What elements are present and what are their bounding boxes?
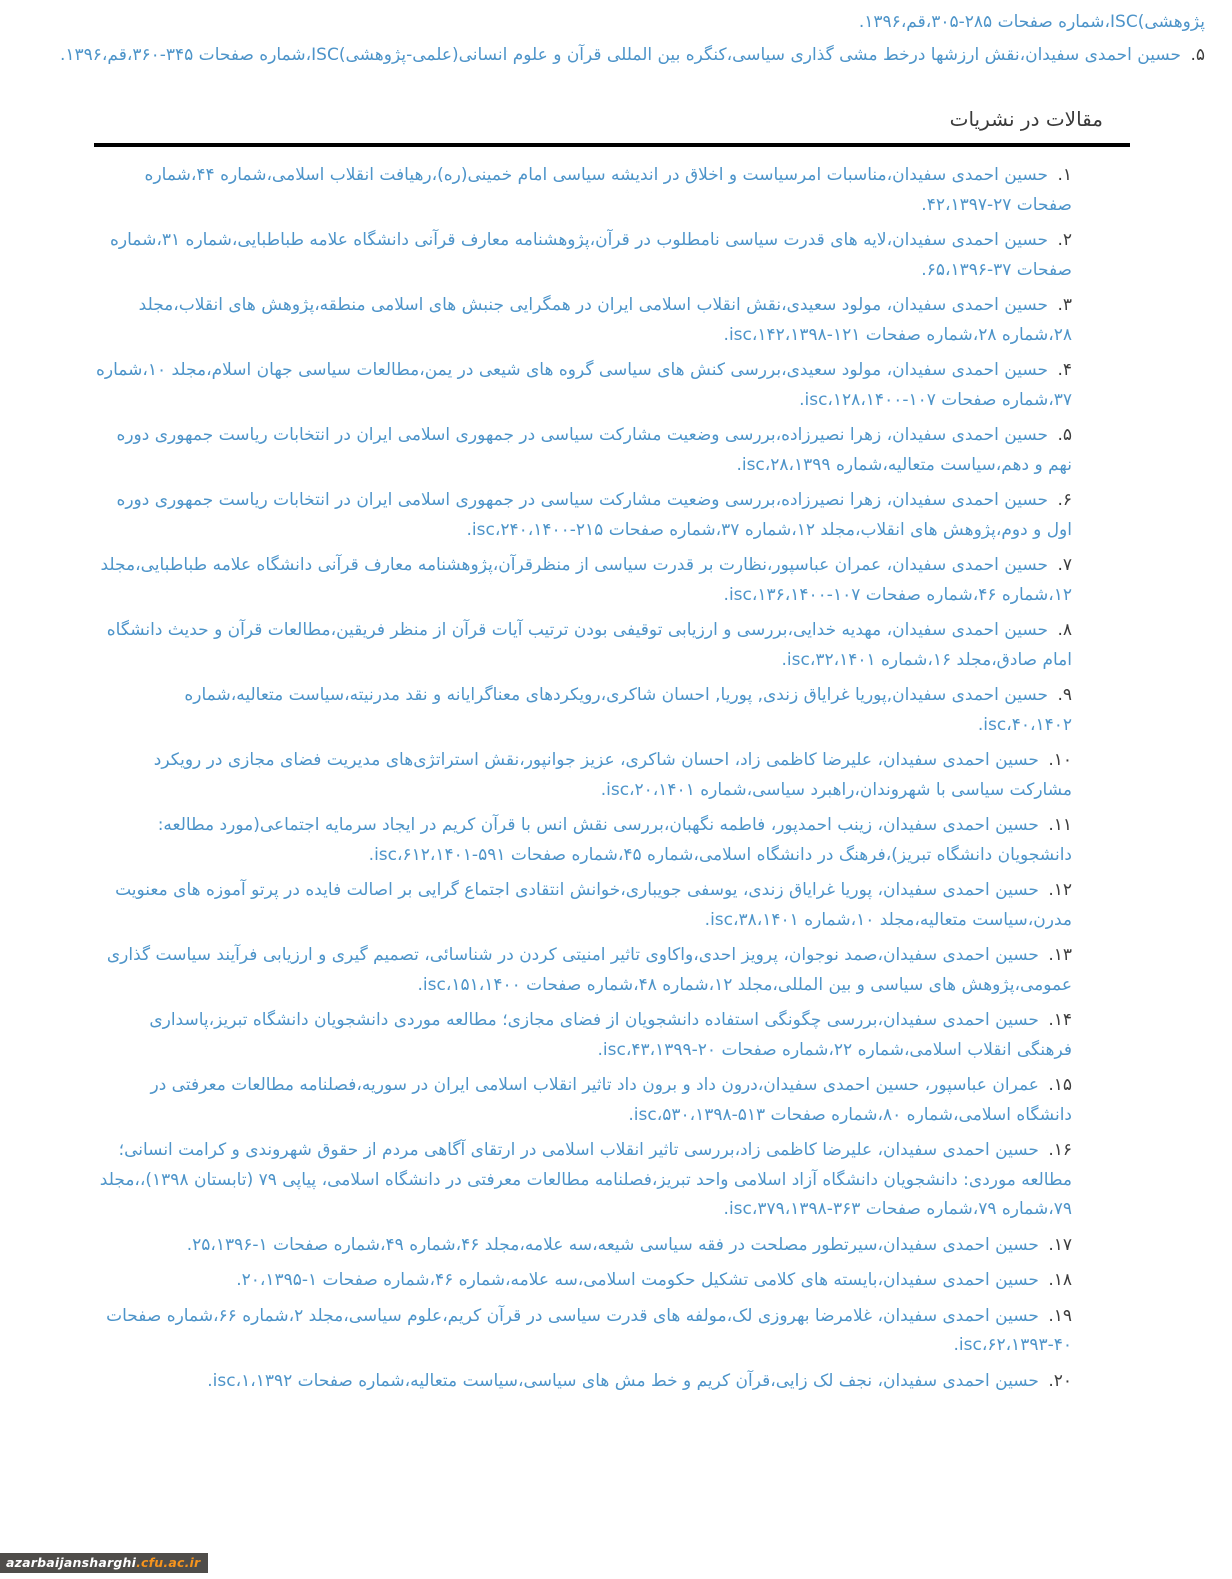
publication-text: حسین احمدی سفیدان،لایه های قدرت سیاسی نامطلوب در قرآن،پژوهشنامه معارف قرآنی دانشگاه علامه طباطبایی،شماره ۳۱،شماره صفحات ۳۷-۶۵،۱۳۹۶. — [110, 230, 1072, 280]
publication-text: حسین احمدی سفیدان، مهدیه خدایی،بررسی و ارزیابی توقیفی بودن ترتیب آیات قرآن از منظر فریقین،مطالعات قرآن و حدیث دانشگاه امام صادق،مجلد ۱۶،شماره ۳۲،۱۴۰۱،isc. — [106, 620, 1072, 670]
watermark-site-name: azarbaijansharghi — [6, 1555, 137, 1570]
section-divider — [94, 143, 1130, 147]
publication-item — [94, 486, 1072, 545]
publication-text: حسین احمدی سفیدان، عمران عباسپور،نظارت بر قدرت سیاسی از منظرقرآن،پژوهشنامه معارف قرآنی دانشگاه علامه طباطبایی،مجلد ۱۲،شماره ۴۶،شماره صفحات ۱۰۷-۱۳۶،۱۴۰۰،isc. — [100, 555, 1072, 605]
publication-item — [94, 876, 1072, 935]
publication-number: ۹. — [1057, 685, 1072, 705]
publication-number: ۵. — [1057, 425, 1072, 445]
publication-item — [94, 1302, 1072, 1361]
publication-text: حسین احمدی سفیدان,پوریا غرایاق زندی, پوریا, احسان شاکری،رویکردهای معناگرایانه و نقد مدرنیته،سیاست متعالیه،شماره ۴۰،۱۴۰۲،isc. — [184, 685, 1072, 735]
publications-list — [94, 161, 1072, 1396]
publication-text: حسین احمدی سفیدان، زهرا نصیرزاده،بررسی وضعیت مشارکت سیاسی در جمهوری اسلامی ایران در انتخابات ریاست جمهوری دوره اول و دوم،پژوهش های انقلاب،مجلد ۱۲،شماره ۳۷،شماره صفحات ۲۱۵-۲۴۰،۱۴۰۰،isc. — [116, 490, 1072, 540]
publication-text: حسین احمدی سفیدان، زینب احمدپور، فاطمه نگهبان،بررسی نقش انس با قرآن کریم در ایجاد سرمایه اجتماعی(مورد مطالعه: دانشجویان دانشگاه تبریز)،فرهنگ در دانشگاه اسلامی،شماره ۴۵،شماره صفحات ۵۹۱-۶۱۲،۱۴۰۱،isc. — [157, 815, 1072, 865]
publication-text: حسین احمدی سفیدان، غلامرضا بهروزی لک،مولفه های قدرت سیاسی در قرآن کریم،علوم سیاسی،مجلد ۲،شماره ۶۶،شماره صفحات ۴۰-۶۲،۱۳۹۳،isc. — [106, 1305, 1072, 1355]
publication-item — [94, 1136, 1072, 1225]
publication-item — [94, 811, 1072, 870]
publication-number: ۲. — [1057, 230, 1072, 250]
publication-item — [94, 1266, 1072, 1296]
publication-number: ۲۰. — [1048, 1370, 1072, 1391]
publication-number: ۱. — [1057, 165, 1072, 185]
publication-text: حسین احمدی سفیدان، علیرضا کاظمی زاد، احسان شاکری، عزیز جوانپور،نقش استراتژی‌های مدیریت فضای مجازی در رویکرد مشارکت سیاسی با شهروندان،راهبرد سیاسی،شماره ۲۰،۱۴۰۱،isc. — [153, 750, 1072, 800]
publication-item — [94, 746, 1072, 805]
publication-item — [94, 421, 1072, 480]
publication-text: حسین احمدی سفیدان، مولود سعیدی،بررسی کنش های سیاسی گروه های شیعی در یمن،مطالعات سیاسی جهان اسلام،مجلد ۱۰،شماره ۳۷،شماره صفحات ۱۰۷-۱۲۸،۱۴۰۰،isc. — [95, 360, 1072, 410]
publication-item — [94, 1231, 1072, 1261]
publication-text: حسین احمدی سفیدان،بایسته های کلامی تشکیل حکومت اسلامی،سه علامه،شماره ۴۶،شماره صفحات ۱-۲۰،۱۳۹۵. — [236, 1270, 1039, 1290]
publication-number: ۱۶. — [1048, 1140, 1072, 1160]
publication-number: ۱۵. — [1048, 1075, 1072, 1095]
publication-text: حسین احمدی سفیدان، زهرا نصیرزاده،بررسی وضعیت مشارکت سیاسی در جمهوری اسلامی ایران در انتخابات ریاست جمهوری دوره نهم و دهم،سیاست متعالیه،شماره ۲۸،۱۳۹۹،isc. — [116, 425, 1072, 475]
publication-text: حسین احمدی سفیدان،سیرتطور مصلحت در فقه سیاسی شیعه،سه علامه،مجلد ۴۶،شماره ۴۹،شماره صفحات ۱-۲۵،۱۳۹۶. — [186, 1234, 1039, 1255]
publication-item — [94, 291, 1072, 350]
publication-item — [94, 226, 1072, 285]
publication-item — [94, 551, 1072, 610]
publication-text: حسین احمدی سفیدان، مولود سعیدی،نقش انقلاب اسلامی ایران در همگرایی جنبش های اسلامی منطقه،پژوهش های انقلاب،مجلد ۲۸،شماره ۲۸،شماره صفحات ۱۲۱-۱۴۲،۱۳۹۸،isc. — [138, 295, 1072, 345]
publication-number: ۶. — [1057, 490, 1072, 510]
site-watermark — [0, 1553, 208, 1573]
previous-item-text: حسین احمدی سفیدان،نقش ارزشها درخط مشی گذاری سیاسی،کنگره بین المللی قرآن و علوم انسانی(علمی-پژوهشی)ISC،شماره صفحات ۳۴۵-۳۶۰،قم،۱۳۹۶. — [59, 45, 1182, 65]
publication-number: ۴. — [1057, 360, 1072, 380]
previous-item-number: ۵. — [1190, 45, 1205, 65]
publication-item — [94, 941, 1072, 1000]
previous-item — [28, 39, 1205, 72]
publication-number: ۱۴. — [1048, 1010, 1072, 1030]
section-heading: مقالات در نشریات — [949, 107, 1103, 131]
publication-number: ۱۰. — [1048, 750, 1072, 770]
publication-item — [94, 616, 1072, 675]
publication-item — [94, 356, 1072, 415]
publication-number: ۷. — [1057, 555, 1072, 575]
publication-number: ۱۷. — [1048, 1234, 1072, 1255]
publication-number: ۸. — [1057, 620, 1072, 640]
publication-item — [94, 1071, 1072, 1130]
publication-text: حسین احمدی سفیدان، نجف لک زایی،قرآن کریم و خط مش های سیاسی،سیاست متعالیه،شماره صفحات ۱،۱۳۹۲،isc. — [207, 1370, 1039, 1391]
publication-number: ۱۳. — [1048, 945, 1072, 965]
publication-number: ۳. — [1057, 295, 1072, 315]
publication-number: ۱۱. — [1048, 815, 1072, 835]
publication-text: حسین احمدی سفیدان، پوریا غرایاق زندی، یوسفی جویباری،خوانش انتقادی اجتماع گرایی بر اصالت فایده در پرتو آموزه های معنویت مدرن،سیاست متعالیه،مجلد ۱۰،شماره ۳۸،۱۴۰۱،isc. — [115, 880, 1072, 930]
previous-section-tail — [0, 0, 1232, 72]
publication-item — [94, 681, 1072, 740]
publication-text: حسین احمدی سفیدان، علیرضا کاظمی زاد،بررسی تاثیر انقلاب اسلامی در ارتقای آگاهی مردم از حقوق شهروندی و کرامت انسانی؛ مطالعه موردی: دانشجویان دانشگاه آزاد اسلامی واحد تبریز،فصلنامه مطالعات معرفتی در دانشگاه اسلامی، پیاپی ۷۹ (تابستان ۱۳۹۸)،،مجلد ۷۹،شماره ۷۹،شماره صفحات ۳۶۳-۳۷۹،۱۳۹۸،isc. — [99, 1140, 1072, 1219]
publication-number: ۱۲. — [1048, 880, 1072, 900]
publication-item — [94, 1367, 1072, 1397]
publication-text: حسین احمدی سفیدان،بررسی چگونگی استفاده دانشجویان از فضای مجازی؛ مطالعه موردی دانشجویان دانشگاه تبریز،پاسداری فرهنگی انقلاب اسلامی،شماره ۲۲،شماره صفحات ۲۰-۴۳،۱۳۹۹،isc. — [149, 1010, 1072, 1060]
previous-item-tail-line: پژوهشی)ISC،شماره صفحات ۲۸۵-۳۰۵،قم،۱۳۹۶. — [858, 12, 1205, 32]
publication-item — [94, 1006, 1072, 1065]
publication-text: حسین احمدی سفیدان،صمد نوجوان، پرویز احدی،واکاوی تاثیر امنیتی کردن در شناسائی، تصمیم گیری و ارزیابی فرآیند سیاست گذاری عمومی،پژوهش های سیاسی و بین المللی،مجلد ۱۲،شماره ۴۸،شماره صفحات ۱۵۱،۱۴۰۰،isc. — [106, 945, 1072, 995]
publication-number: ۱۹. — [1048, 1305, 1072, 1326]
publication-text: عمران عباسپور، حسین احمدی سفیدان،درون داد و برون داد تاثیر انقلاب اسلامی ایران در سوریه،فصلنامه مطالعات معرفتی در دانشگاه اسلامی،شماره ۸۰،شماره صفحات ۵۱۳-۵۳۰،۱۳۹۸،isc. — [150, 1075, 1072, 1125]
publication-number: ۱۸. — [1048, 1270, 1072, 1290]
publication-item — [94, 161, 1072, 220]
publication-text: حسین احمدی سفیدان،مناسبات امرسیاست و اخلاق در اندیشه سیاسی امام خمینی(ره)،رهیافت انقلاب اسلامی،شماره ۴۴،شماره صفحات ۲۷-۴۲،۱۳۹۷. — [144, 165, 1072, 215]
watermark-domain: .cfu.ac.ir — [136, 1555, 201, 1570]
